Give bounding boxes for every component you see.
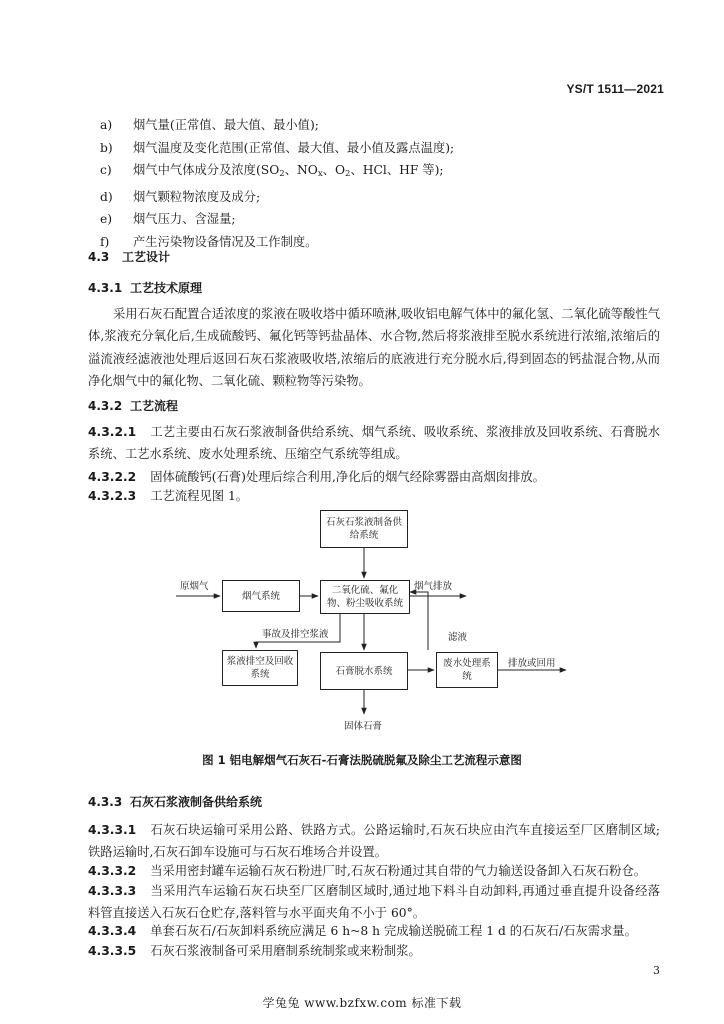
standard-code: YS/T 1511—2021 xyxy=(566,82,664,96)
label-discharge-reuse: 排放或回用 xyxy=(508,658,556,669)
list-label: f) xyxy=(100,234,110,249)
list-text: 烟气压力、含湿量; xyxy=(133,212,236,226)
list-label: a) xyxy=(100,118,113,132)
list-text: 烟气量(正常值、最大值、最小值); xyxy=(133,118,319,132)
heading-4-3: 4.3 工艺设计 xyxy=(88,250,171,264)
requirement-list xyxy=(100,114,454,253)
figure-caption: 图 1 铝电解烟气石灰石-石膏法脱硫脱氟及除尘工艺流程示意图 xyxy=(202,753,522,767)
paragraph-4-3-2-1: 4.3.2.1 工艺主要由石灰石浆液制备供给系统、烟气系统、吸收系统、浆液排放及回收系统、石膏脱水系统、工艺水系统、废水处理系统、压缩空气系统等组成。 xyxy=(88,425,660,462)
paragraph-4-3-3-3: 4.3.3.3 当采用汽车运输石灰石块至厂区磨制区域时,通过地下料斗自动卸料,再通过垂直提升设备经落料管直接送入石灰石仓贮存,落料管与水平面夹角不小于 60°。 xyxy=(88,884,660,921)
heading-4-3-3: 4.3.3 石灰石浆液制备供给系统 xyxy=(88,795,263,809)
label-filtrate: 滤液 xyxy=(448,632,468,643)
paragraph-4-3-3-2: 4.3.3.2 当采用密封罐车运输石灰石粉进厂时,石灰石粉通过其自带的气力输送设备卸入石灰石粉仓。 xyxy=(88,864,647,878)
list-item xyxy=(100,137,454,160)
principle-paragraph: 采用石灰石配置合适浓度的浆液在吸收塔中循环喷淋,吸收铝电解气体中的氟化氢、二氧化硫等酸性气体,浆液充分氧化后,生成硫酸钙、氟化钙等钙盐晶体、水合物,然后将浆液排至脱水系统进行浓缩,浓缩后的溢流液经滤液池处理后返回石灰石浆液吸收塔,浓缩后的底液进行充分脱水后,得到固态的钙盐混合物,从而净化烟气中的氟化物、二氧化硫、颗粒物等污染物。 xyxy=(88,307,660,389)
footer-watermark[interactable]: 学兔兔 www.bzfxw.com 标准下载 xyxy=(262,996,462,1010)
list-label: e) xyxy=(100,212,113,226)
list-item xyxy=(100,114,454,137)
box-absorption-system: 二氧化硫、氟化物、粉尘吸收系统 xyxy=(320,580,410,614)
arrow-filtrate-return xyxy=(410,592,428,650)
list-text: 产生污染物设备情况及工作制度。 xyxy=(133,234,318,249)
box-gypsum-dewatering: 石膏脱水系统 xyxy=(320,652,408,690)
label-solid-gypsum: 固体石膏 xyxy=(344,721,383,732)
list-label: c) xyxy=(100,163,112,177)
box-limestone-supply: 石灰石浆液制备供给系统 xyxy=(320,510,408,548)
box-slurry-recovery: 浆液排空及回收系统 xyxy=(222,650,298,686)
process-flow-diagram xyxy=(0,500,724,730)
paragraph-4-3-3-4: 4.3.3.4 单套石灰石/石灰卸料系统应满足 6 h~8 h 完成输送脱硫工程 1 d 的石灰石/石灰需求量。 xyxy=(88,924,637,938)
box-flue-system: 烟气系统 xyxy=(222,580,300,612)
paragraph-4-3-3-5: 4.3.3.5 石灰石浆液制备可采用磨制系统制浆或来粉制浆。 xyxy=(88,944,421,958)
box-wastewater-treatment: 废水处理系统 xyxy=(436,652,498,688)
list-text: 烟气中气体成分及浓度($SO_2$、$NO_x$、$O_2$、HCl、HF 等); xyxy=(133,163,444,179)
page-number: 3 xyxy=(653,964,660,977)
heading-4-3-2: 4.3.2 工艺流程 xyxy=(88,399,179,413)
list-item xyxy=(100,186,454,209)
list-text: 烟气颗粒物浓度及成分; xyxy=(133,189,261,204)
paragraph-4-3-2-3: 4.3.2.3 工艺流程见图 1。 xyxy=(88,489,249,503)
label-emergency-slurry: 事故及排空浆液 xyxy=(262,629,329,640)
paragraph-4-3-3-1: 4.3.3.1 石灰石块运输可采用公路、铁路方式。公路运输时,石灰石块应由汽车直接运至厂区磨制区域;铁路运输时,石灰石卸车设施可与石灰石堆场合并设置。 xyxy=(88,823,660,860)
list-item xyxy=(100,159,454,186)
label-raw-flue-gas: 原烟气 xyxy=(180,581,209,592)
list-text: 烟气温度及变化范围(正常值、最大值、最小值及露点温度); xyxy=(133,140,455,155)
heading-4-3-1: 4.3.1 工艺技术原理 xyxy=(88,281,203,295)
list-label: d) xyxy=(100,189,113,204)
paragraph-4-3-2-2: 4.3.2.2 固体硫酸钙(石膏)处理后综合利用,净化后的烟气经除雾器由高烟囱排放。 xyxy=(88,470,545,484)
list-label: b) xyxy=(100,140,113,155)
label-exhaust: 烟气排放 xyxy=(414,581,453,592)
list-item xyxy=(100,208,454,231)
